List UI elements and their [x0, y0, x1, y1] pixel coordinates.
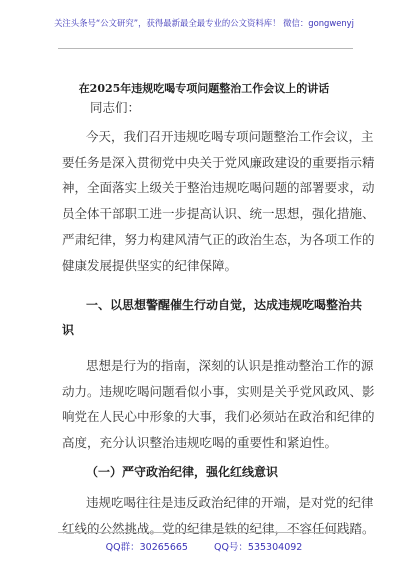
subsection-heading: （一）严守政治纪律，强化红线意识: [86, 465, 279, 479]
header-divider: [58, 48, 353, 49]
intro-line-2: 要任务是深入贯彻党中央关于党风廉政建设的重要指示精: [62, 155, 375, 170]
footer-qq-number: QQ号：535304092: [213, 542, 303, 553]
section-line-3: 响党在人民心中形象的大事，我们必须站在政治和纪律的: [62, 409, 375, 424]
section-line-1: 思想是行为的指南，深刻的认识是推动整治工作的源: [86, 358, 374, 373]
salutation: 同志们：: [90, 100, 141, 115]
subsection-line-1: 违规吃喝往往是违反政治纪律的开端，是对党的纪律: [86, 495, 374, 510]
intro-line-3: 神，全面落实上级关于整治违规吃喝问题的部署要求，动: [62, 180, 375, 195]
document-title: 在2025年违规吃喝专项问题整治工作会议上的讲话: [78, 82, 330, 95]
section-line-4: 高度，充分认识整治违规吃喝的重要性和紧迫性。: [62, 435, 338, 450]
intro-line-5: 严肃纪律，努力构建风清气正的政治生态，为各项工作的: [62, 232, 375, 247]
footer-qq-group: QQ群：30265665: [105, 542, 188, 553]
section-heading-line-2: 识: [62, 323, 75, 337]
section-line-2: 动力。违规吃喝问题看似小事，实则是关乎党风政风、影: [62, 384, 375, 399]
intro-line-6: 健康发展提供坚实的纪律保障。: [62, 258, 238, 273]
promo-banner: 关注头条号“公文研究”，获得最新最全最专业的公文资料库！ 微信：gongwenyj: [54, 18, 354, 28]
footer-divider: [58, 532, 353, 533]
footer: [0, 539, 408, 553]
intro-line-4: 员全体干部职工进一步提高认识、统一思想，强化措施、: [62, 206, 375, 221]
subsection-line-2: 红线的公然挑战。党的纪律是铁的纪律，不容任何践踏。: [62, 521, 375, 536]
section-heading-line-1: 一、以思想警醒催生行动自觉，达成违规吃喝整治共: [86, 298, 363, 312]
intro-line-1: 今天，我们召开违规吃喝专项问题整治工作会议，主: [86, 129, 374, 144]
